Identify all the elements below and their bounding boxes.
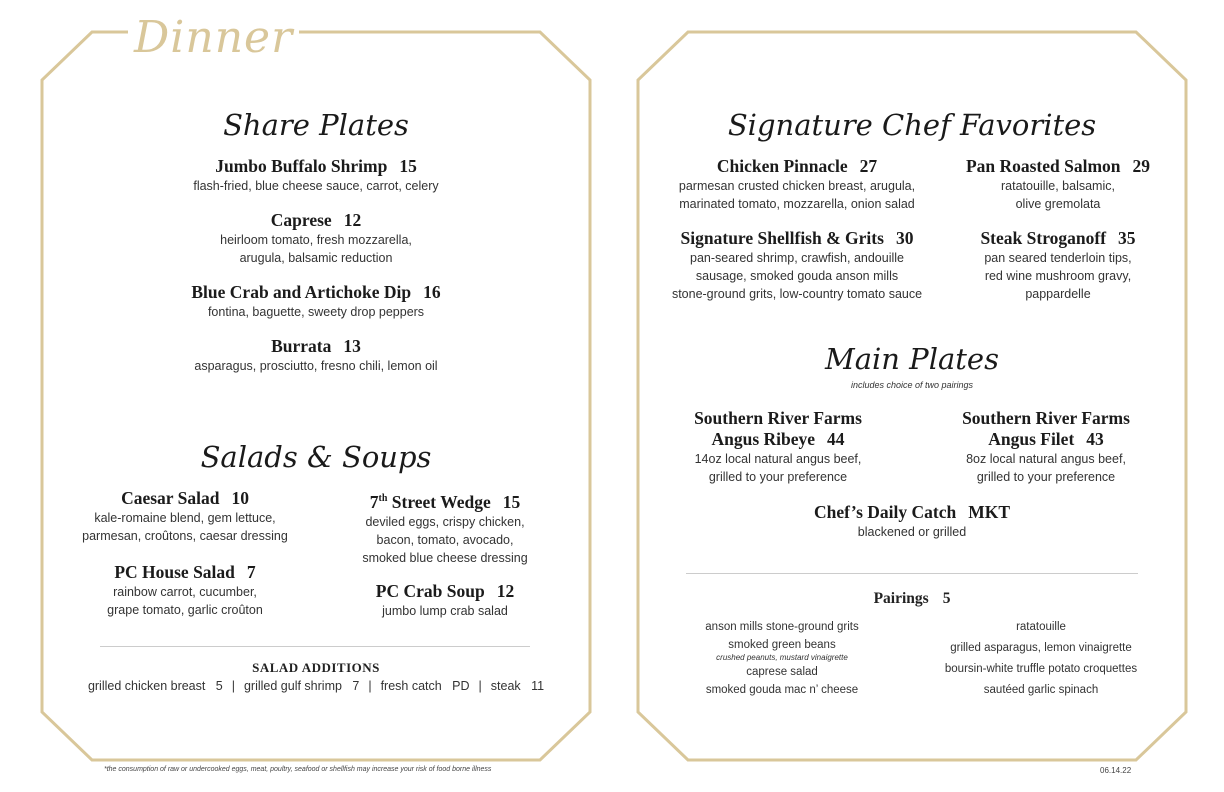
item-description: 14oz local natural angus beef, <box>694 452 862 466</box>
item-description: heirloom tomato, fresh mozzarella, <box>220 233 412 247</box>
item-name: Blue Crab and Artichoke Dip <box>191 282 412 302</box>
menu-item-shellfish-grits <box>650 228 944 303</box>
divider <box>100 646 530 647</box>
item-description: rainbow carrot, cucumber, <box>113 585 257 599</box>
pairing-item: grilled asparagus, lemon vinaigrette <box>950 642 1132 654</box>
item-name: Caprese <box>270 210 332 230</box>
item-price: 35 <box>1118 228 1136 248</box>
item-description: olive gremolata <box>1015 197 1101 211</box>
item-description: grape tomato, garlic croûton <box>107 603 263 617</box>
item-name: Burrata <box>271 336 332 356</box>
menu-item-jumbo-buffalo-shrimp <box>116 156 516 195</box>
pairings-left-column <box>672 620 892 698</box>
item-name-number: 7 <box>369 491 379 512</box>
item-name: Caesar Salad <box>121 488 220 508</box>
item-description: jumbo lump crab salad <box>382 604 508 618</box>
menu-item-chefs-daily-catch <box>762 502 1062 541</box>
menu-item-pc-crab-soup <box>330 581 560 620</box>
pairing-item: sautéed garlic spinach <box>983 684 1099 696</box>
pairing-item: smoked green beans <box>728 639 836 651</box>
main-plates-heading: Main Plates <box>825 342 999 376</box>
menu-item-burrata <box>116 336 516 375</box>
pairing-item: smoked gouda mac n’ cheese <box>705 684 859 696</box>
item-price: 10 <box>231 488 249 508</box>
item-description: blackened or grilled <box>857 525 967 539</box>
item-price: 30 <box>895 228 914 248</box>
salad-additions-list: grilled chicken breast 5 | grilled gulf shrimp 7 | fresh catch PD | steak 11 <box>87 679 545 693</box>
item-name: PC House Salad <box>114 562 235 582</box>
item-name: Signature Shellfish & Grits <box>680 228 884 248</box>
item-price: 12 <box>343 210 362 230</box>
item-price: 43 <box>1086 429 1104 449</box>
pairing-item: caprese salad <box>746 666 818 678</box>
pairing-item: anson mills stone-ground grits <box>705 621 859 633</box>
item-name: Pan Roasted Salmon <box>965 156 1121 176</box>
item-name: Jumbo Buffalo Shrimp <box>215 156 388 176</box>
item-description: arugula, balsamic reduction <box>239 251 393 265</box>
menu-item-pc-house-salad <box>70 562 300 619</box>
item-description: fontina, baguette, sweety drop peppers <box>207 305 425 319</box>
item-description: deviled eggs, crispy chicken, <box>365 514 525 529</box>
pairings-heading <box>812 590 1012 608</box>
item-description: bacon, tomato, avocado, <box>376 532 514 547</box>
item-description: pappardelle <box>1025 287 1091 301</box>
item-price: MKT <box>968 502 1011 522</box>
pairing-item: ratatouille <box>1016 621 1066 633</box>
menu-item-blue-crab-dip <box>116 282 516 321</box>
item-price: 16 <box>423 282 441 302</box>
item-name: Street Wedge <box>387 491 491 512</box>
addition-price: PD <box>452 679 470 693</box>
item-description: marinated tomato, mozzarella, onion salad <box>679 197 915 211</box>
item-description: pan seared tenderloin tips, <box>984 251 1132 265</box>
item-name: Southern River Farms <box>962 408 1130 428</box>
menu-item-caesar-salad <box>70 488 300 545</box>
dinner-title: Dinner <box>128 8 299 68</box>
menu-item-7th-street-wedge <box>330 488 560 567</box>
menu-item-angus-filet <box>928 408 1164 486</box>
menu-item-angus-ribeye <box>660 408 896 486</box>
main-plates-subtitle: includes choice of two pairings <box>850 380 974 390</box>
salads-soups-heading: Salads & Soups <box>200 440 432 474</box>
salad-additions-heading: SALAD ADDITIONS <box>252 660 380 675</box>
item-description: grilled to your preference <box>976 470 1116 484</box>
item-name: Steak Stroganoff <box>980 228 1107 248</box>
item-description: stone-ground grits, low-country tomato sauce <box>671 287 923 301</box>
item-name: PC Crab Soup <box>375 581 485 601</box>
item-description: parmesan, croûtons, caesar dressing <box>82 529 288 543</box>
addition-price: 5 <box>215 679 223 693</box>
menu-item-pan-roasted-salmon <box>950 156 1166 213</box>
divider <box>686 573 1138 574</box>
item-price: 13 <box>343 336 361 356</box>
item-name: Chicken Pinnacle <box>716 156 848 176</box>
item-name: Angus Ribeye <box>711 429 816 449</box>
item-description: sausage, smoked gouda anson mills <box>695 269 899 283</box>
addition-price: 11 <box>531 679 545 693</box>
item-price: 7 <box>246 562 256 582</box>
pairings-title: Pairings <box>873 590 929 607</box>
addition-price: 7 <box>352 679 360 693</box>
pairing-item-note: crushed peanuts, mustard vinaigrette <box>716 653 848 662</box>
share-plates-heading: Share Plates <box>223 108 409 142</box>
addition-label: steak <box>490 679 521 693</box>
item-name: Angus Filet <box>988 429 1075 449</box>
item-description: parmesan crusted chicken breast, arugula, <box>678 179 916 193</box>
addition-label: fresh catch <box>380 679 442 693</box>
item-description: 8oz local natural angus beef, <box>966 452 1126 466</box>
item-description: flash-fried, blue cheese sauce, carrot, celery <box>193 179 439 193</box>
item-description: ratatouille, balsamic, <box>1001 179 1115 193</box>
item-description: kale-romaine blend, gem lettuce, <box>94 511 276 525</box>
item-name-suffix: th <box>378 493 388 504</box>
item-price: 27 <box>859 156 878 176</box>
item-name: Southern River Farms <box>694 408 862 428</box>
item-price: 29 <box>1132 156 1151 176</box>
item-price: 44 <box>827 429 845 449</box>
item-name: Chef’s Daily Catch <box>813 502 957 522</box>
signature-favorites-heading: Signature Chef Favorites <box>727 108 1097 142</box>
item-price: 15 <box>502 491 521 512</box>
addition-label: grilled gulf shrimp <box>243 679 342 693</box>
menu-item-steak-stroganoff <box>950 228 1166 303</box>
pairings-right-column <box>926 620 1156 698</box>
addition-label: grilled chicken breast <box>87 679 206 693</box>
menu-date: 06.14.22 <box>1100 766 1132 775</box>
food-safety-disclaimer: *the consumption of raw or undercooked eggs, meat, poultry, seafood or shellfish may increase your risk of food borne illness <box>104 766 492 773</box>
item-description: red wine mushroom gravy, <box>984 269 1132 283</box>
item-description: grilled to your preference <box>708 470 848 484</box>
item-description: smoked blue cheese dressing <box>362 550 528 565</box>
pairings-price: 5 <box>942 590 951 607</box>
item-price: 12 <box>496 581 515 601</box>
pairing-item: boursin-white truffle potato croquettes <box>944 663 1138 675</box>
item-description: pan-seared shrimp, crawfish, andouille <box>690 251 904 265</box>
item-price: 15 <box>399 156 417 176</box>
menu-item-caprese <box>116 210 516 267</box>
menu-item-chicken-pinnacle <box>650 156 944 213</box>
item-description: asparagus, prosciutto, fresno chili, lemon oil <box>194 359 438 373</box>
